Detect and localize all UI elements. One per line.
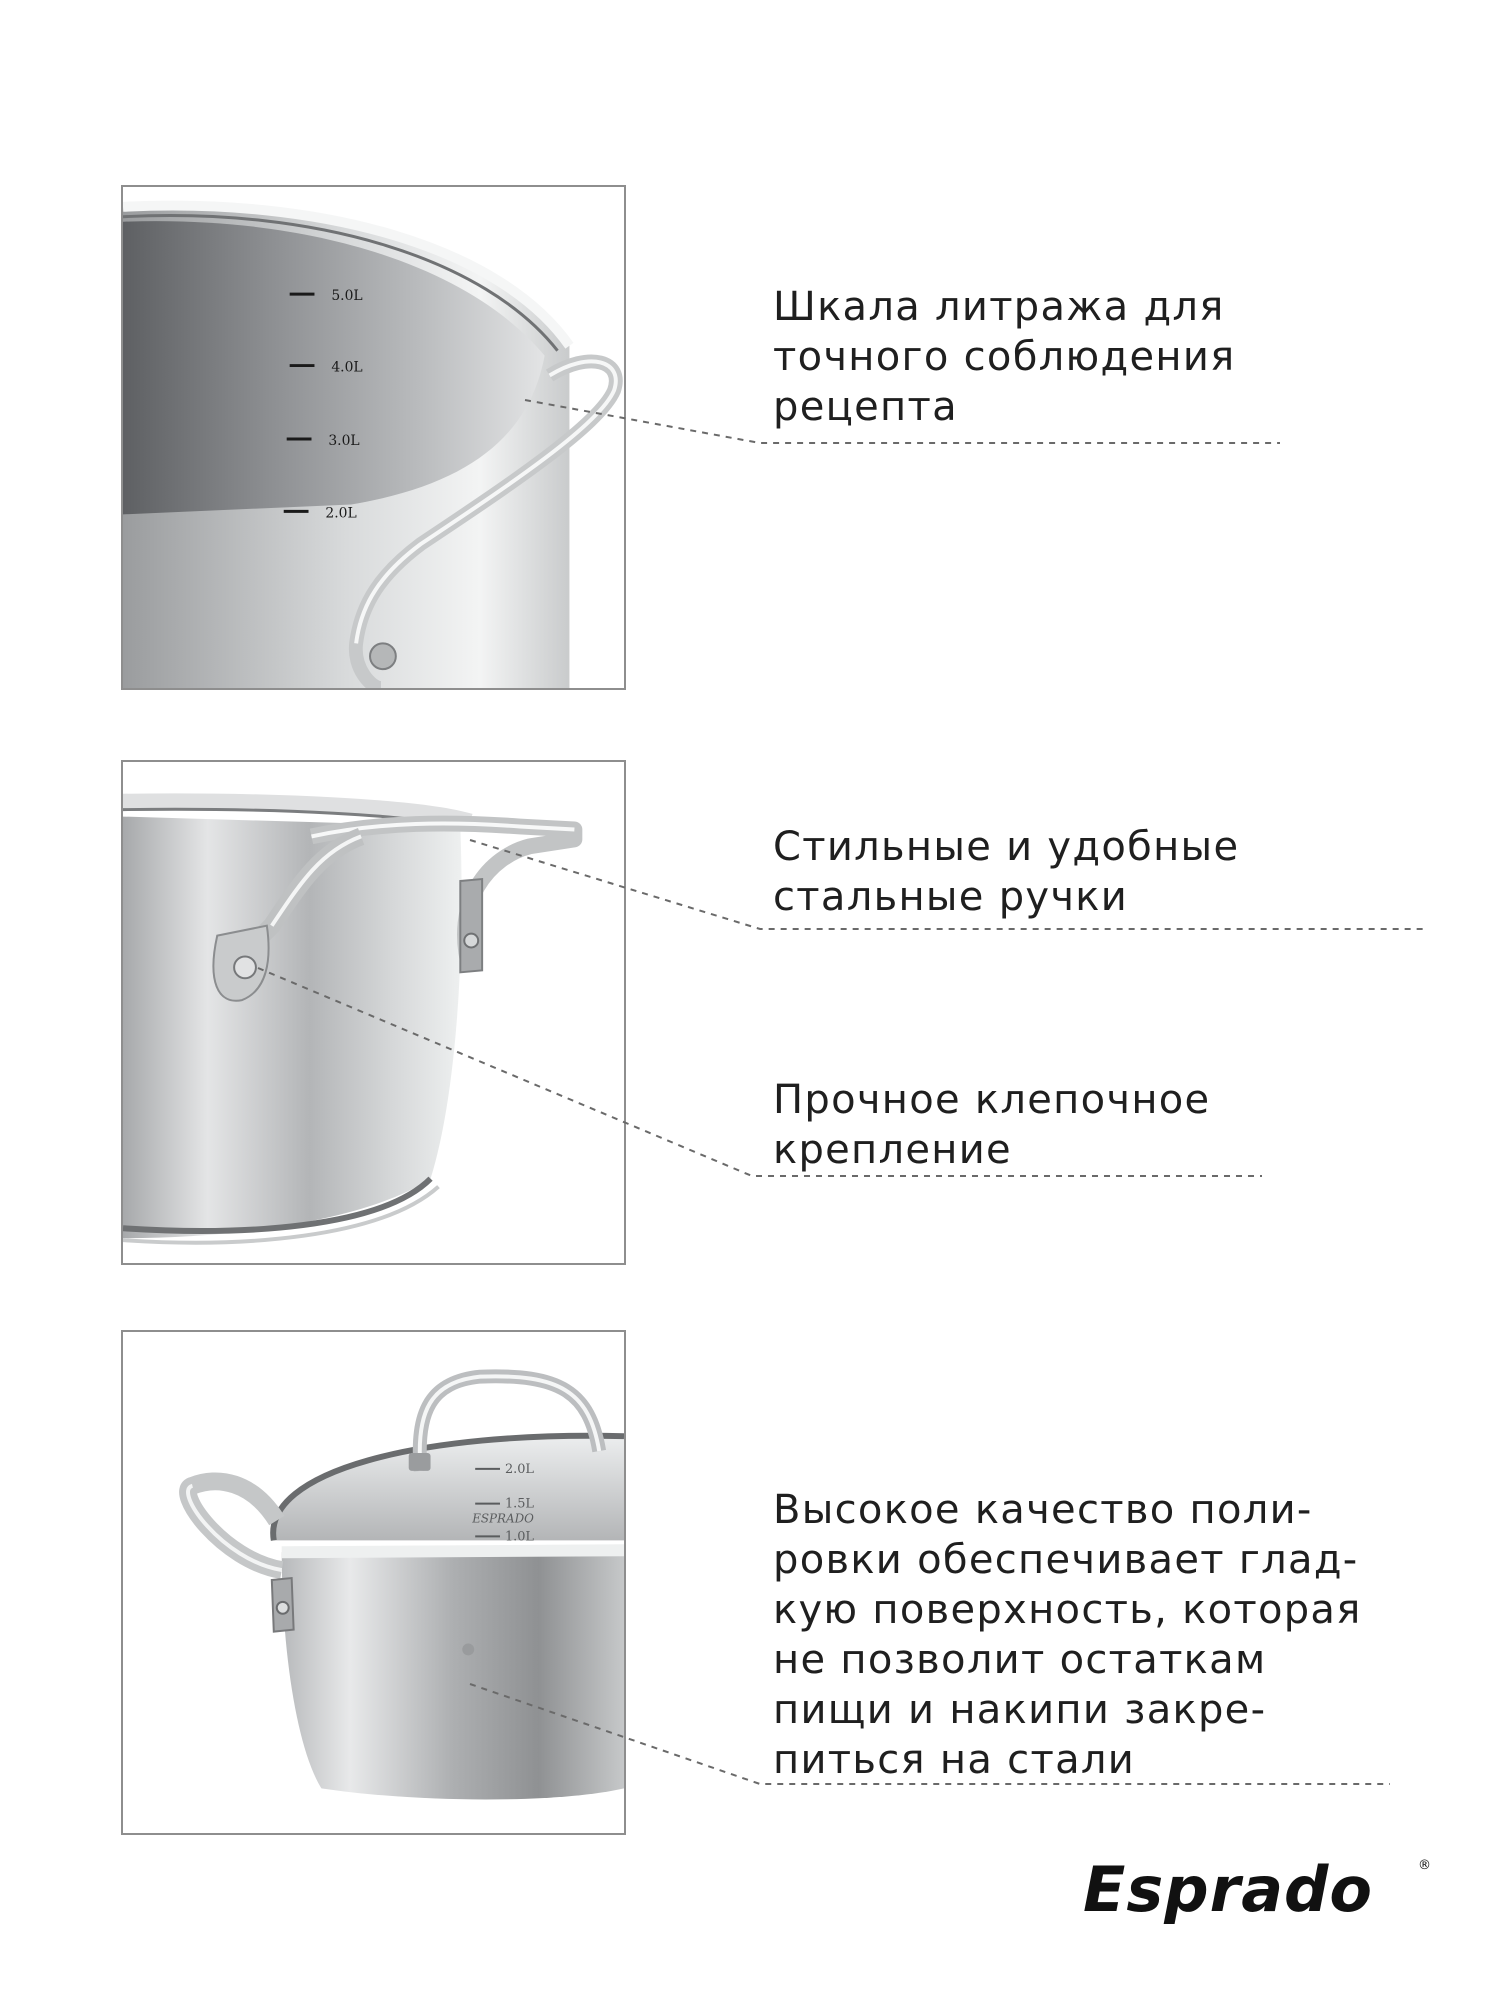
feature-caption-handles: Стильные и удобные стальные ручки [773, 824, 1240, 920]
mark-3l: 3.0L [328, 432, 360, 449]
rivet-icon [370, 643, 396, 669]
feature-caption-scale: Шкала литража для точного соблюдения рецепта [773, 284, 1236, 430]
feature-caption-rivets: Прочное клепочное крепление [773, 1077, 1211, 1173]
photo-pot-handles [121, 760, 626, 1265]
mark-4l: 4.0L [331, 359, 363, 376]
pot-scale-illustration [123, 187, 624, 688]
photo-pot-scale [121, 185, 626, 690]
rivet-icon [277, 1602, 289, 1614]
lid-mark-2l: 2.0L [504, 1461, 534, 1477]
brand-logo: Esprado [1083, 1853, 1374, 1926]
photo-pot-lid [121, 1330, 626, 1835]
rivet-icon [234, 956, 256, 978]
pot-handles-illustration [123, 762, 624, 1263]
lid-engraving: ESPRADO [472, 1511, 534, 1526]
pot-lid-illustration [123, 1332, 624, 1833]
mark-5l: 5.0L [331, 288, 363, 305]
lid-mark-1l: 1.0L [504, 1529, 534, 1545]
registered-mark: ® [1418, 1858, 1431, 1873]
mark-2l: 2.0L [325, 505, 357, 522]
lid-mark-1-5l: 1.5L [504, 1496, 534, 1512]
feature-caption-polish: Высокое качество поли- ровки обеспечивает глад- кую поверхность, которая не позволит остаткам пищи и накипи закре- питься на стали [773, 1487, 1362, 1783]
polish-point-icon [462, 1644, 474, 1656]
rivet-icon [464, 934, 478, 948]
